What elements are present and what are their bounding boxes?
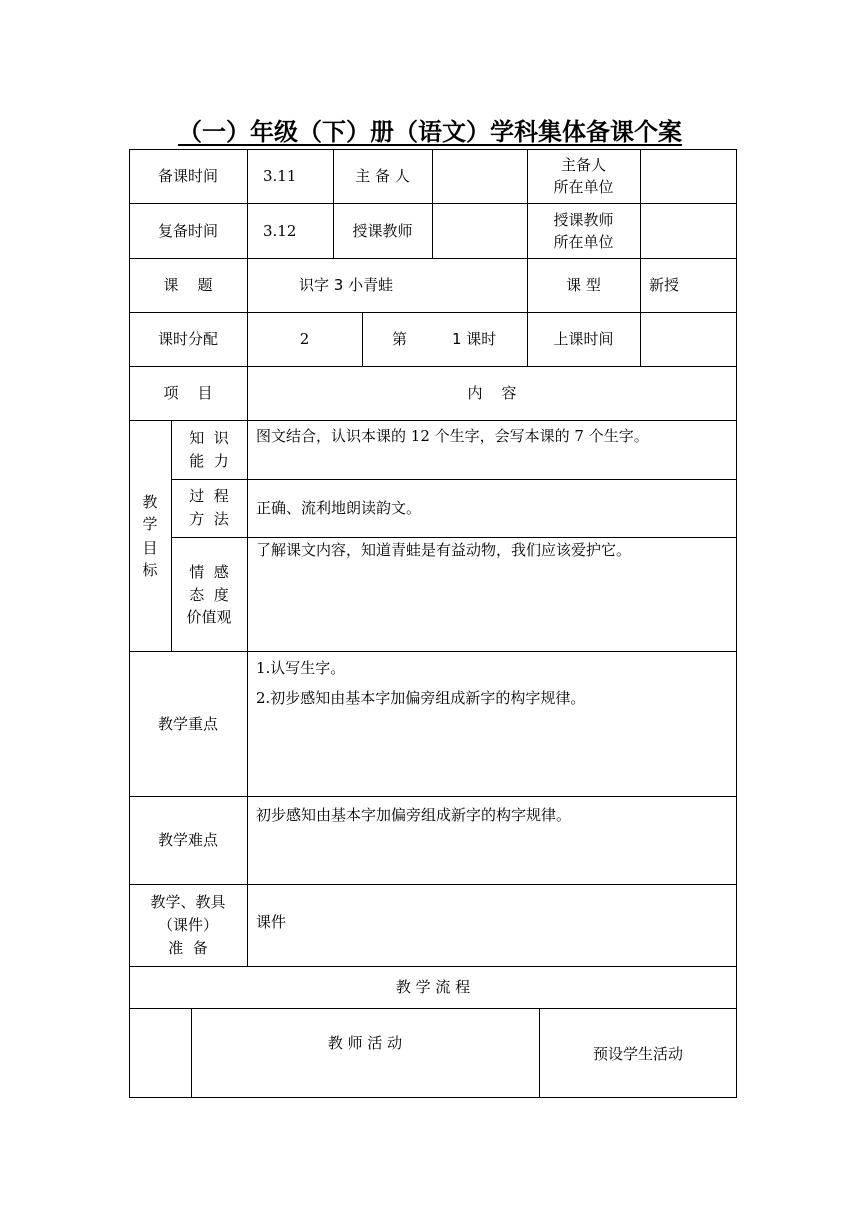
process-label-1: 过 程 <box>189 487 229 505</box>
goals-label-char-3: 目 <box>142 539 158 557</box>
goals-label-char-2: 学 <box>142 515 158 533</box>
difficulties-label: 教学难点 <box>157 831 218 849</box>
process-label-2: 方 法 <box>189 510 229 528</box>
class-time-label: 上课时间 <box>553 330 614 348</box>
key-point-item: 1.认写生字。 <box>256 659 346 677</box>
emotion-label-2: 态 度 <box>189 586 229 604</box>
type-label: 课 型 <box>566 276 601 294</box>
type-value: 新授 <box>649 276 680 294</box>
goals-label-char-1: 教 <box>142 493 158 511</box>
prep-time-value: 3.11 <box>263 167 297 185</box>
student-activity-header: 预设学生活动 <box>592 1045 683 1063</box>
emotion-label-3: 价值观 <box>186 608 232 626</box>
emotion-text: 了解课文内容，知道青蛙是有益动物，我们应该爱护它。 <box>256 541 632 559</box>
materials-label-2: （课件） <box>157 916 218 934</box>
review-time-value: 3.12 <box>263 222 297 240</box>
main-preparer-label: 主 备 人 <box>355 167 410 185</box>
topic-value: 识字 3 小青蛙 <box>299 276 394 294</box>
knowledge-text: 图文结合，认识本课的 12 个生字，会写本课的 7 个生字。 <box>256 427 649 445</box>
lesson-number-value: 1 课时 <box>452 330 497 348</box>
teacher-unit-label-2: 所在单位 <box>553 233 614 251</box>
materials-label-1: 教学、教具 <box>150 893 226 911</box>
difficulties-text: 初步感知由基本字加偏旁组成新字的构字规律。 <box>256 806 572 824</box>
materials-label-3: 准 备 <box>168 939 208 957</box>
teacher-label: 授课教师 <box>352 222 413 240</box>
content-header: 内 容 <box>467 384 517 402</box>
document-title: （一）年级（下）册（语文）学科集体备课个案 <box>178 118 682 146</box>
main-unit-label-2: 所在单位 <box>553 178 614 196</box>
main-unit-label-1: 主备人 <box>560 156 606 174</box>
process-text: 正确、流利地朗读韵文。 <box>256 499 422 517</box>
key-points-label: 教学重点 <box>157 715 218 733</box>
goals-label-char-4: 标 <box>142 561 158 579</box>
teacher-activity-header: 教 师 活 动 <box>327 1034 403 1052</box>
emotion-label-1: 情 感 <box>189 563 229 581</box>
prep-time-label: 备课时间 <box>157 167 218 185</box>
knowledge-label-2: 能 力 <box>189 452 229 470</box>
lesson-plan-table <box>129 149 737 1098</box>
review-time-label: 复备时间 <box>157 222 218 240</box>
period-label: 课时分配 <box>157 330 218 348</box>
lesson-number-label: 第 <box>392 330 408 348</box>
knowledge-label-1: 知 识 <box>189 429 229 447</box>
key-point-item: 2.初步感知由基本字加偏旁组成新字的构字规律。 <box>256 689 586 707</box>
topic-label: 课 题 <box>163 276 213 294</box>
teaching-flow-heading: 教 学 流 程 <box>395 978 471 996</box>
teacher-unit-label-1: 授课教师 <box>553 211 614 229</box>
period-value: 2 <box>299 330 310 348</box>
item-header: 项 目 <box>163 384 213 402</box>
materials-text: 课件 <box>256 913 287 931</box>
